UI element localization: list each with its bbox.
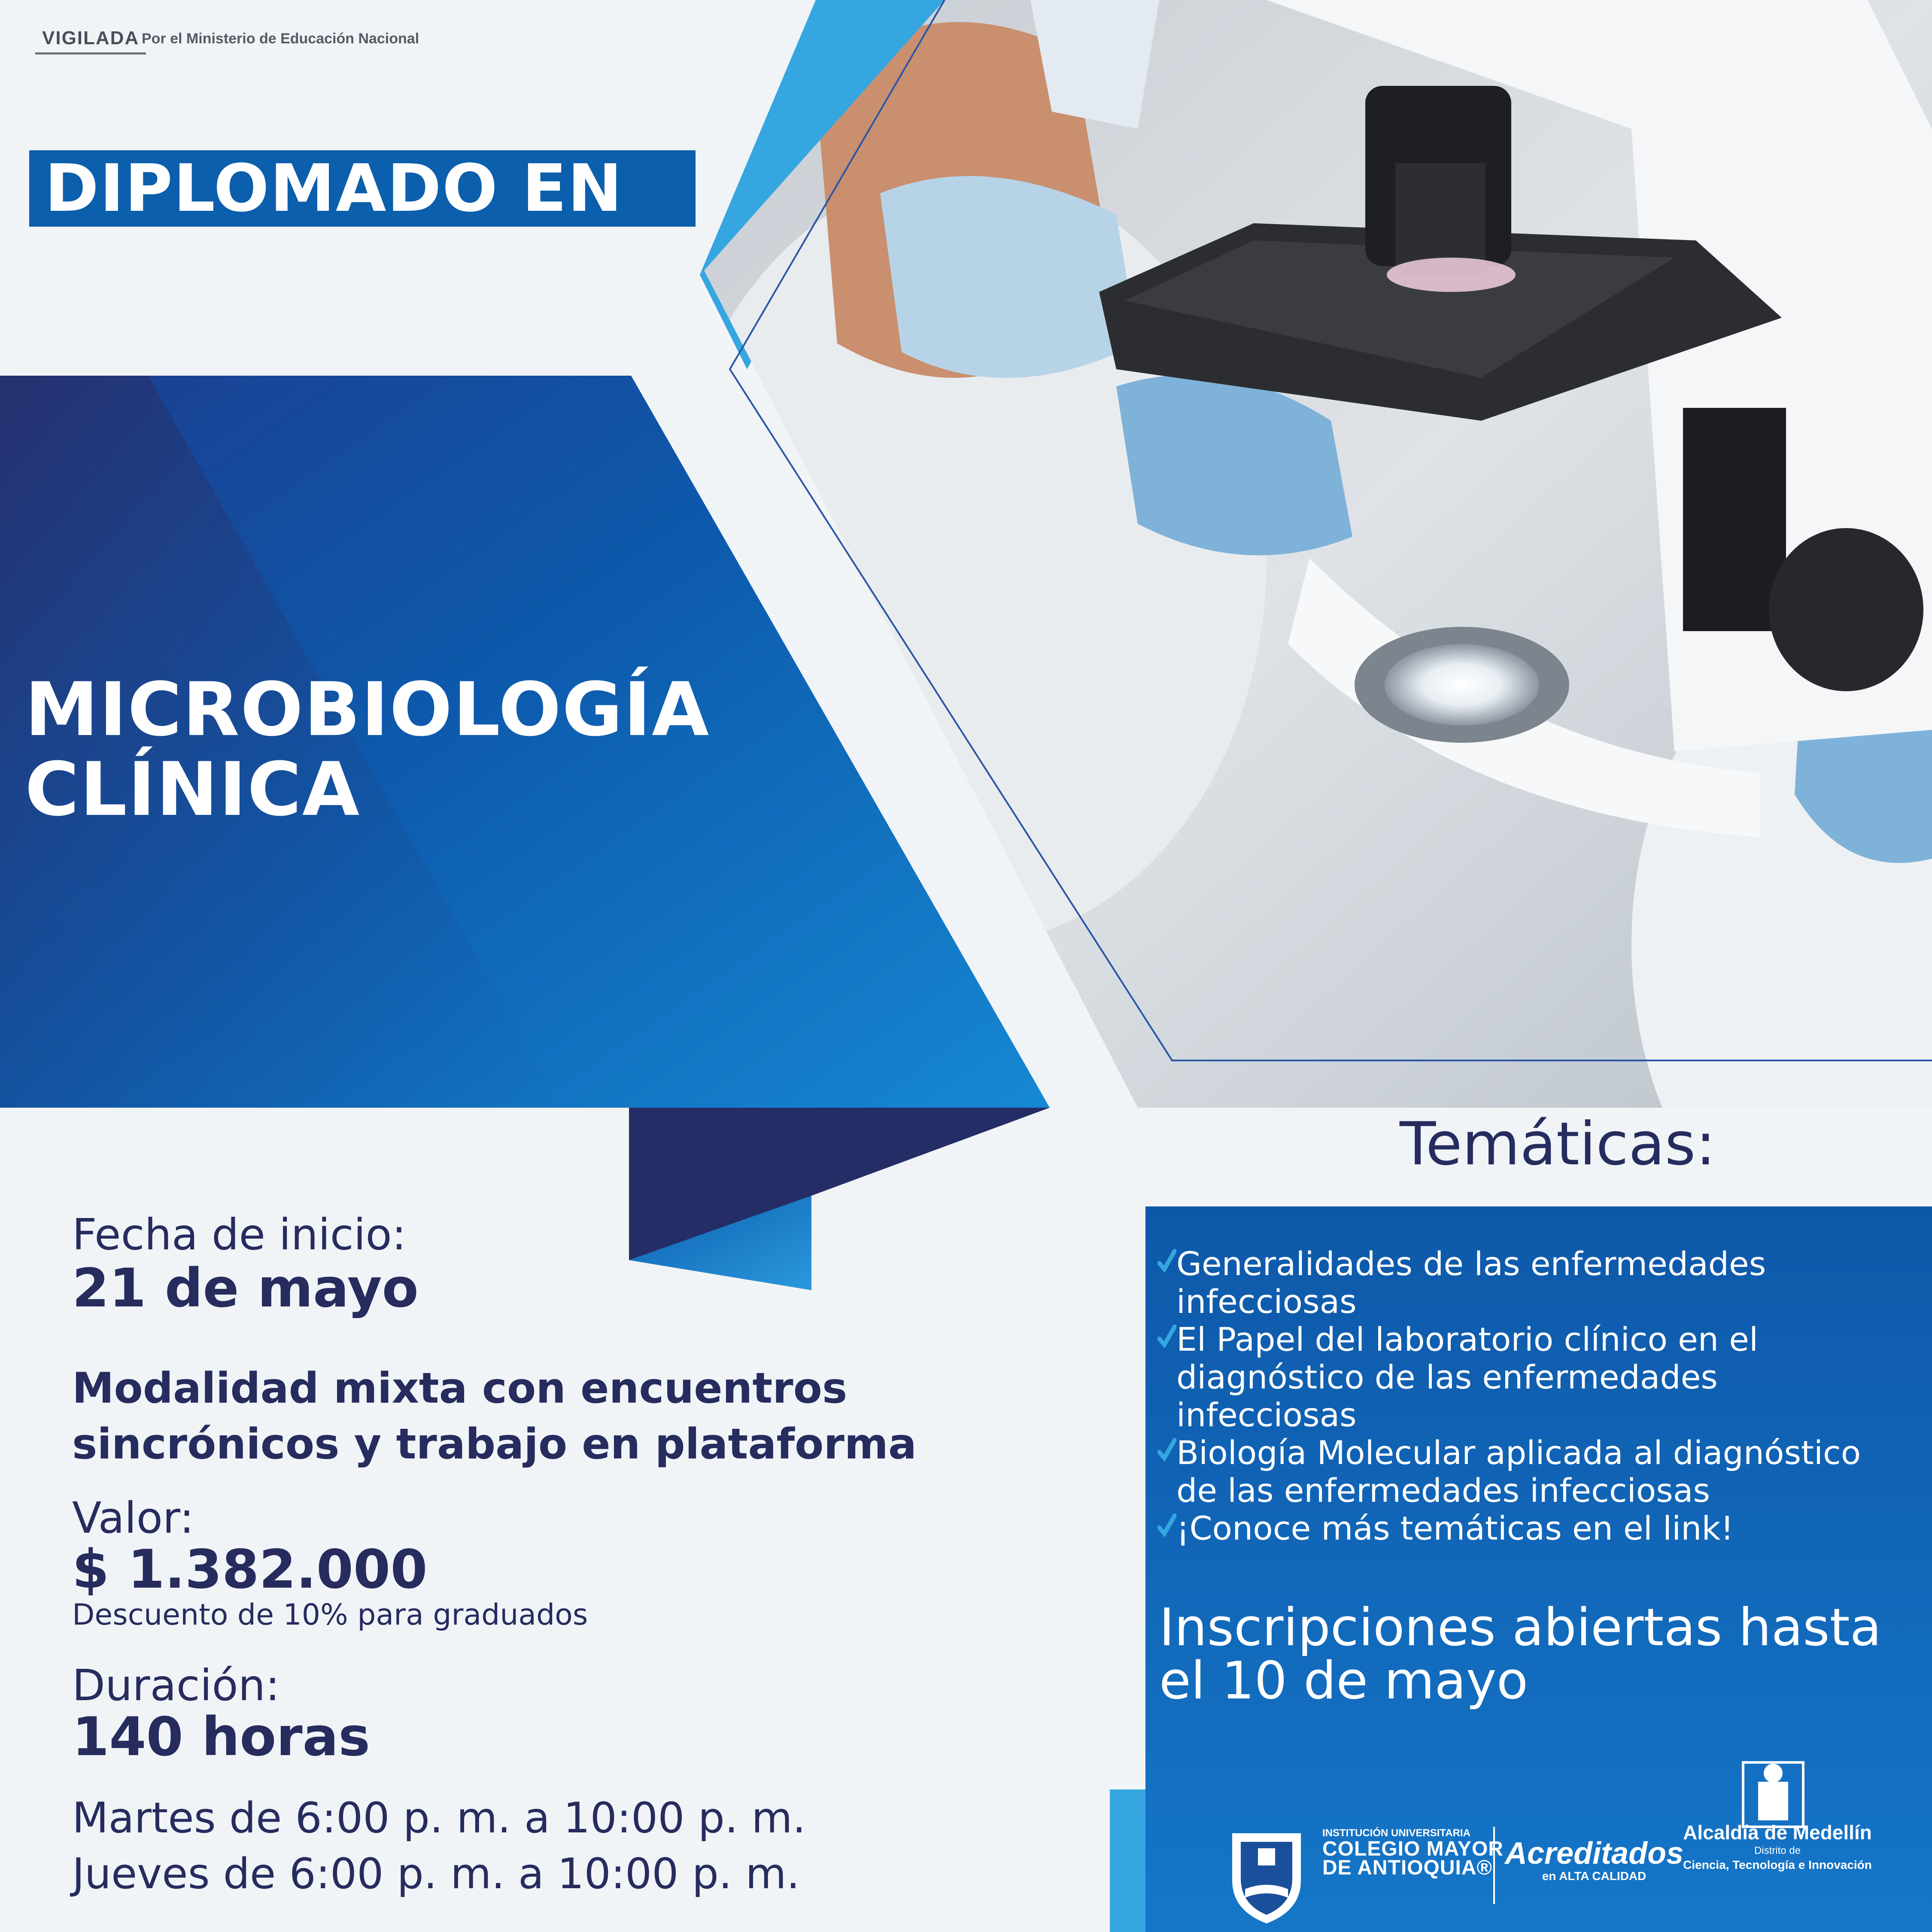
program-title-line2: CLÍNICA <box>25 746 361 832</box>
modality-line1: Modalidad mixta con encuentros <box>72 1364 848 1413</box>
modality-line2: sincrónicos y trabajo en plataforma <box>72 1420 917 1469</box>
topic-item: El Papel del laboratorio clínico en el diagnóstico de las enfermedades infecciosas <box>1159 1321 1915 1434</box>
check-icon <box>1157 1249 1176 1274</box>
price-label: Valor: <box>72 1493 194 1543</box>
check-icon <box>1157 1437 1176 1463</box>
start-date-label: Fecha de inicio: <box>72 1209 407 1260</box>
discount-text: Descuento de 10% para graduados <box>72 1598 588 1632</box>
diplomado-label-box <box>29 150 696 227</box>
schedule-line2: Jueves de 6:00 p. m. a 10:00 p. m. <box>72 1850 800 1899</box>
program-title-line1: MICROBIOLOGÍA <box>25 666 710 753</box>
topics-list <box>1159 1245 1915 1547</box>
check-icon <box>1157 1324 1176 1350</box>
topic-item: ¡Conoce más temáticas en el link! <box>1159 1510 1915 1547</box>
duration-value: 140 horas <box>72 1706 371 1768</box>
start-date-value: 21 de mayo <box>72 1258 419 1319</box>
topics-heading: Temáticas: <box>1400 1109 1716 1179</box>
check-icon <box>1157 1513 1176 1539</box>
schedule-line1: Martes de 6:00 p. m. a 10:00 p. m. <box>72 1794 806 1843</box>
topic-item: Biología Molecular aplicada al diagnóstico de las enfermedades infecciosas <box>1159 1434 1915 1510</box>
duration-label: Duración: <box>72 1660 280 1710</box>
acreditados-logo: Acreditados en ALTA CALIDAD <box>1505 1836 1684 1883</box>
ministry-text: Por el Ministerio de Educación Nacional <box>142 30 419 47</box>
accent-strip <box>1110 1789 1145 1932</box>
topic-item: Generalidades de las enfermedades infecciosas <box>1159 1245 1915 1321</box>
colegio-logo-text: INSTITUCIÓN UNIVERSITARIA COLEGIO MAYOR DE ANTIOQUIA® <box>1322 1827 1504 1879</box>
alcaldia-logo-text: Alcaldía de Medellín Distrito de Ciencia, Tecnología e Innovación <box>1683 1821 1872 1871</box>
registration-deadline: Inscripciones abiertas hasta el 10 de mayo <box>1159 1598 1882 1711</box>
program-title <box>25 666 710 832</box>
diplomado-label: DIPLOMADO EN <box>45 150 623 226</box>
vigilada-badge: VIGILADA <box>35 24 146 55</box>
price-value: $ 1.382.000 <box>72 1539 428 1601</box>
